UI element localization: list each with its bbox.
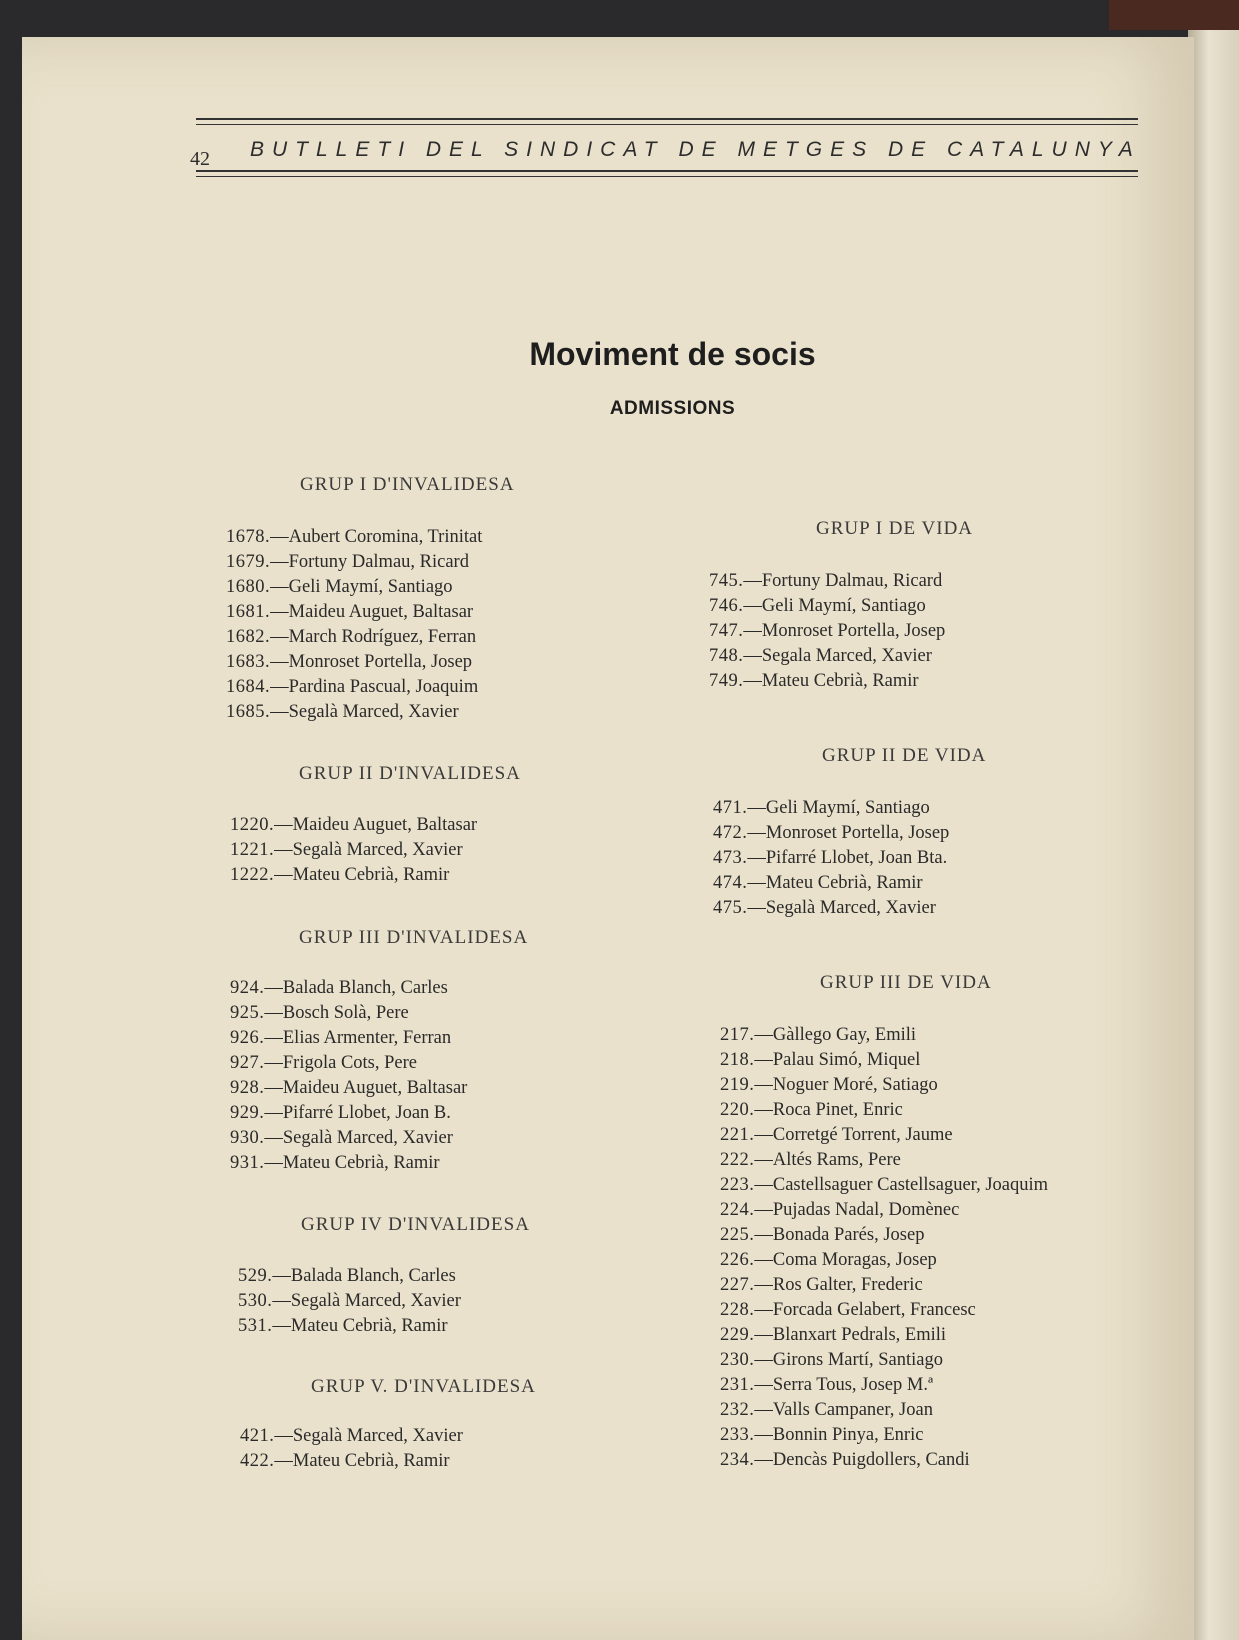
list-item — [713, 821, 949, 846]
list-item — [720, 1448, 1048, 1473]
list-item — [720, 1373, 1048, 1398]
member-number: 1220. — [230, 815, 275, 835]
member-name: —March Rodríguez, Ferran — [270, 627, 477, 647]
list-item — [226, 700, 482, 725]
group-invalidesa-4 — [301, 1214, 530, 1236]
list-item — [230, 1076, 467, 1101]
member-number: 421. — [240, 1426, 275, 1446]
member-name: —Mateu Cebrià, Ramir — [743, 671, 919, 691]
group-vida-2 — [822, 745, 986, 767]
list-item — [713, 871, 949, 896]
member-name: —Maideu Auguet, Baltasar — [264, 1078, 468, 1098]
group-invalidesa-4-list — [238, 1264, 461, 1339]
member-name: —Pifarré Llobet, Joan Bta. — [747, 848, 948, 868]
member-number: 928. — [230, 1078, 265, 1098]
list-item — [713, 846, 949, 871]
book-binding — [1188, 30, 1239, 1640]
member-name: —Segalà Marced, Xavier — [274, 1426, 463, 1446]
list-item — [720, 1223, 1048, 1248]
member-number: 220. — [720, 1100, 755, 1120]
member-number: 746. — [709, 596, 744, 616]
member-number: 529. — [238, 1266, 273, 1286]
list-item — [226, 525, 482, 550]
group-vida-2-list — [713, 796, 949, 921]
member-name: —Gàllego Gay, Emili — [754, 1025, 917, 1045]
member-name: —Fortuny Dalmau, Ricard — [743, 571, 943, 591]
member-number: 230. — [720, 1350, 755, 1370]
group-vida-3 — [820, 972, 992, 994]
group-invalidesa-3 — [299, 927, 528, 949]
member-number: 1682. — [226, 627, 271, 647]
list-item — [720, 1423, 1048, 1448]
list-item — [238, 1289, 461, 1314]
member-name: —Pardina Pascual, Joaquim — [270, 677, 479, 697]
group-vida-1-list — [709, 569, 945, 694]
group-title: GRUP I D'INVALIDESA — [300, 474, 515, 495]
member-number: 1678. — [226, 527, 271, 547]
group-title: GRUP I DE VIDA — [816, 518, 974, 539]
list-item — [226, 650, 482, 675]
member-number: 1681. — [226, 602, 271, 622]
group-title: GRUP IV D'INVALIDESA — [301, 1214, 530, 1235]
group-invalidesa-2-list — [230, 813, 477, 888]
group-invalidesa-2 — [299, 763, 521, 785]
member-number: 1684. — [226, 677, 271, 697]
list-item — [720, 1198, 1048, 1223]
member-number: 924. — [230, 978, 265, 998]
member-name: —Maideu Auguet, Baltasar — [270, 602, 474, 622]
member-name: —Bosch Solà, Pere — [264, 1003, 409, 1023]
list-item — [230, 863, 477, 888]
list-item — [230, 976, 467, 1001]
member-number: 745. — [709, 571, 744, 591]
member-name: —Blanxart Pedrals, Emili — [754, 1325, 947, 1345]
running-head: BUTLLETI DEL SINDICAT DE METGES DE CATALUNYA — [250, 138, 1141, 161]
member-name: —Balada Blanch, Carles — [264, 978, 448, 998]
group-title: GRUP III D'INVALIDESA — [299, 927, 529, 948]
list-item — [709, 669, 945, 694]
group-invalidesa-1-list — [226, 525, 482, 725]
member-number: 930. — [230, 1128, 265, 1148]
list-item — [230, 813, 477, 838]
member-name: —Geli Maymí, Santiago — [270, 577, 453, 597]
member-number: 229. — [720, 1325, 755, 1345]
member-number: 232. — [720, 1400, 755, 1420]
member-number: 221. — [720, 1125, 755, 1145]
group-title: GRUP V. D'INVALIDESA — [311, 1376, 536, 1397]
member-name: —Fortuny Dalmau, Ricard — [270, 552, 469, 572]
member-name: —Segalà Marced, Xavier — [274, 840, 463, 860]
member-number: 223. — [720, 1175, 755, 1195]
group-title: GRUP II DE VIDA — [822, 745, 987, 766]
list-item — [230, 1026, 467, 1051]
list-item — [713, 796, 949, 821]
book-cover-corner — [1109, 0, 1239, 30]
member-name: —Mateu Cebrià, Ramir — [264, 1153, 440, 1173]
group-invalidesa-3-list — [230, 976, 467, 1176]
member-number: 225. — [720, 1225, 755, 1245]
page-number: 42 — [190, 148, 210, 170]
list-item — [720, 1348, 1048, 1373]
member-name: —Valls Campaner, Joan — [754, 1400, 933, 1420]
member-name: —Forcada Gelabert, Francesc — [754, 1300, 976, 1320]
list-item — [720, 1323, 1048, 1348]
member-name: —Segalà Marced, Xavier — [264, 1128, 453, 1148]
member-number: 747. — [709, 621, 744, 641]
member-name: —Frigola Cots, Pere — [264, 1053, 417, 1073]
list-item — [240, 1449, 463, 1474]
member-name: —Palau Simó, Miquel — [754, 1050, 921, 1070]
member-number: 473. — [713, 848, 748, 868]
list-item — [230, 1101, 467, 1126]
list-item — [709, 594, 945, 619]
list-item — [720, 1073, 1048, 1098]
member-number: 475. — [713, 898, 748, 918]
member-number: 748. — [709, 646, 744, 666]
member-name: —Bonada Parés, Josep — [754, 1225, 925, 1245]
member-number: 749. — [709, 671, 744, 691]
member-number: 1679. — [226, 552, 271, 572]
member-number: 471. — [713, 798, 748, 818]
group-title: GRUP II D'INVALIDESA — [299, 763, 521, 784]
member-name: —Elias Armenter, Ferran — [264, 1028, 452, 1048]
list-item — [713, 896, 949, 921]
member-number: 925. — [230, 1003, 265, 1023]
member-number: 228. — [720, 1300, 755, 1320]
member-name: —Coma Moragas, Josep — [754, 1250, 937, 1270]
member-name: —Balada Blanch, Carles — [272, 1266, 456, 1286]
list-item — [720, 1173, 1048, 1198]
page-subtitle: ADMISSIONS — [609, 398, 736, 419]
group-invalidesa-5-list — [240, 1424, 463, 1474]
member-name: —Monroset Portella, Josep — [743, 621, 946, 641]
list-item — [238, 1264, 461, 1289]
member-name: —Dencàs Puigdollers, Candi — [754, 1450, 970, 1470]
member-name: —Mateu Cebrià, Ramir — [272, 1316, 448, 1336]
member-name: —Noguer Moré, Satiago — [754, 1075, 938, 1095]
list-item — [720, 1273, 1048, 1298]
member-name: —Segala Marced, Xavier — [743, 646, 932, 666]
member-name: —Corretgé Torrent, Jaume — [754, 1125, 953, 1145]
member-number: 222. — [720, 1150, 755, 1170]
list-item — [226, 625, 482, 650]
list-item — [226, 675, 482, 700]
group-invalidesa-5 — [311, 1376, 536, 1398]
list-item — [226, 550, 482, 575]
member-number: 927. — [230, 1053, 265, 1073]
member-name: —Segalà Marced, Xavier — [272, 1291, 461, 1311]
member-number: 1221. — [230, 840, 275, 860]
list-item — [238, 1314, 461, 1339]
member-name: —Ros Galter, Frederic — [754, 1275, 923, 1295]
list-item — [226, 600, 482, 625]
member-name: —Mateu Cebrià, Ramir — [747, 873, 923, 893]
member-name: —Aubert Coromina, Trinitat — [270, 527, 483, 547]
list-item — [720, 1098, 1048, 1123]
member-number: 530. — [238, 1291, 273, 1311]
list-item — [709, 619, 945, 644]
member-name: —Geli Maymí, Santiago — [743, 596, 926, 616]
list-item — [709, 569, 945, 594]
list-item — [720, 1048, 1048, 1073]
list-item — [720, 1248, 1048, 1273]
member-number: 931. — [230, 1153, 265, 1173]
member-number: 233. — [720, 1425, 755, 1445]
member-number: 224. — [720, 1200, 755, 1220]
member-name: —Monroset Portella, Josep — [747, 823, 950, 843]
member-number: 217. — [720, 1025, 755, 1045]
list-item — [720, 1398, 1048, 1423]
list-item — [230, 1151, 467, 1176]
member-number: 472. — [713, 823, 748, 843]
member-name: —Roca Pinet, Enric — [754, 1100, 903, 1120]
list-item — [720, 1023, 1048, 1048]
header-rule — [196, 170, 1138, 172]
member-number: 1222. — [230, 865, 275, 885]
member-name: —Girons Martí, Santiago — [754, 1350, 943, 1370]
member-number: 531. — [238, 1316, 273, 1336]
member-number: 231. — [720, 1375, 755, 1395]
list-item — [720, 1298, 1048, 1323]
header-rule — [196, 176, 1138, 177]
list-item — [230, 1051, 467, 1076]
list-item — [240, 1424, 463, 1449]
member-number: 422. — [240, 1451, 275, 1471]
header-rule — [196, 118, 1138, 120]
member-number: 474. — [713, 873, 748, 893]
member-number: 1685. — [226, 702, 271, 722]
member-name: —Maideu Auguet, Baltasar — [274, 815, 478, 835]
group-invalidesa-1 — [300, 474, 515, 496]
list-item — [230, 838, 477, 863]
member-name: —Segalà Marced, Xavier — [270, 702, 459, 722]
group-vida-1 — [816, 518, 973, 540]
member-name: —Mateu Cebrià, Ramir — [274, 1451, 450, 1471]
member-name: —Castellsaguer Castellsaguer, Joaquim — [754, 1175, 1049, 1195]
list-item — [709, 644, 945, 669]
list-item — [720, 1123, 1048, 1148]
member-name: —Pifarré Llobet, Joan B. — [264, 1103, 451, 1123]
member-number: 1680. — [226, 577, 271, 597]
page-title: Moviment de socis — [529, 336, 816, 372]
member-number: 929. — [230, 1103, 265, 1123]
member-number: 926. — [230, 1028, 265, 1048]
member-name: —Serra Tous, Josep M.ª — [754, 1375, 934, 1395]
member-name: —Bonnin Pinya, Enric — [754, 1425, 924, 1445]
group-title: GRUP III DE VIDA — [820, 972, 992, 993]
list-item — [230, 1126, 467, 1151]
member-name: —Segalà Marced, Xavier — [747, 898, 936, 918]
member-name: —Mateu Cebrià, Ramir — [274, 865, 450, 885]
group-vida-3-list — [720, 1023, 1048, 1473]
member-number: 234. — [720, 1450, 755, 1470]
member-name: —Altés Rams, Pere — [754, 1150, 901, 1170]
header-rule — [196, 124, 1138, 125]
member-name: —Monroset Portella, Josep — [270, 652, 473, 672]
member-name: —Pujadas Nadal, Domènec — [754, 1200, 960, 1220]
member-number: 226. — [720, 1250, 755, 1270]
list-item — [226, 575, 482, 600]
member-name: —Geli Maymí, Santiago — [747, 798, 930, 818]
member-number: 1683. — [226, 652, 271, 672]
list-item — [720, 1148, 1048, 1173]
member-number: 219. — [720, 1075, 755, 1095]
member-number: 227. — [720, 1275, 755, 1295]
member-number: 218. — [720, 1050, 755, 1070]
list-item — [230, 1001, 467, 1026]
